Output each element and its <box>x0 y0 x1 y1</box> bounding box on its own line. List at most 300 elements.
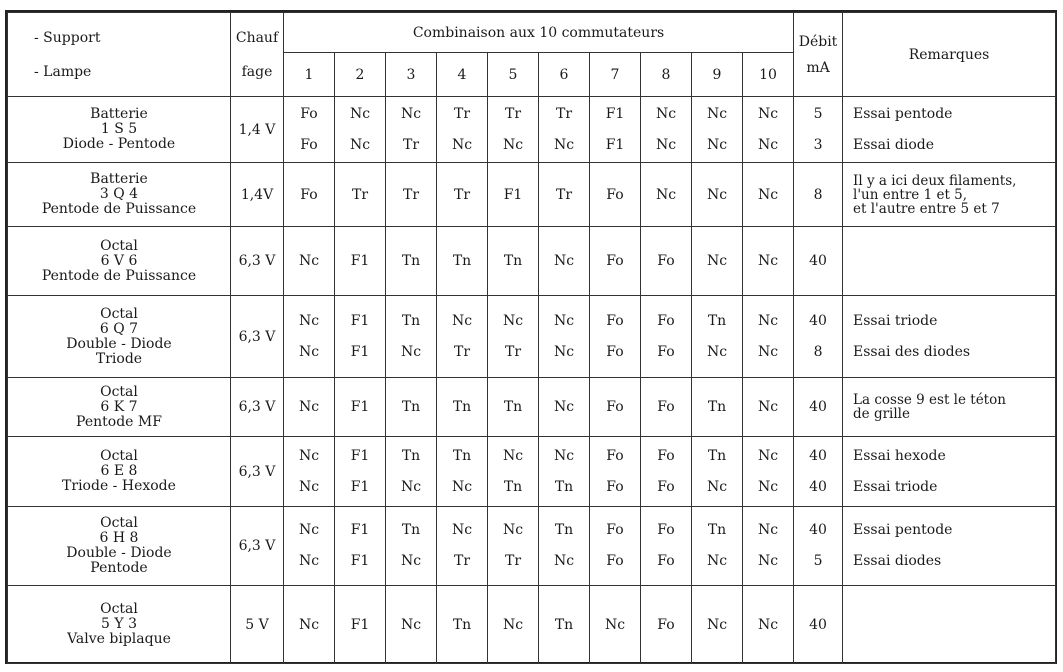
lamp-line: Triode <box>95 350 143 367</box>
switch-cell <box>386 296 437 378</box>
lamp-line: Double - Diode <box>66 545 172 561</box>
switch-cell <box>335 163 386 227</box>
lamp-line: Pentode de Puissance <box>41 267 197 284</box>
switch-value: F1 <box>350 522 370 538</box>
switch-number-header: 9 <box>692 53 743 97</box>
switch-value: Nc <box>298 522 320 538</box>
switch-value: F1 <box>605 105 625 122</box>
switch-value: Nc <box>757 447 779 464</box>
lamp-cell <box>8 227 231 296</box>
lamp-cell <box>8 163 231 227</box>
switch-value: Nc <box>604 616 626 633</box>
switch-value: Nc <box>553 343 575 360</box>
switch-value: Fo <box>300 136 318 153</box>
switch-cell <box>641 378 692 437</box>
remarque-cell <box>843 97 1056 163</box>
lamp-row <box>8 163 1056 227</box>
switch-cell <box>641 296 692 378</box>
switch-value: Fo <box>657 253 675 269</box>
switch-value: Tn <box>401 253 421 269</box>
switch-value: Fo <box>606 312 624 329</box>
switch-value: Fo <box>657 616 675 633</box>
switch-cell <box>284 437 335 507</box>
chauffage-cell: 6,3 V <box>231 378 284 437</box>
debit-value: 5 <box>813 553 823 569</box>
switch-cell <box>539 97 590 163</box>
switch-cell <box>539 163 590 227</box>
switch-value: Fo <box>606 447 624 464</box>
switch-cell <box>590 437 641 507</box>
switch-cell <box>335 296 386 378</box>
switch-cell <box>284 227 335 296</box>
switch-value: Nc <box>553 447 575 464</box>
lamp-line: Pentode de Puissance <box>41 201 197 217</box>
switch-value: Nc <box>655 186 677 203</box>
chauffage-header-line2: fage <box>241 63 273 80</box>
debit-cell <box>794 296 843 378</box>
switch-value: Fo <box>606 553 624 569</box>
switch-value: Tn <box>503 478 523 495</box>
lamp-cell <box>8 586 231 664</box>
switch-value: Nc <box>757 399 779 415</box>
debit-value: 40 <box>809 253 827 269</box>
lamp-line: Octal <box>100 448 138 464</box>
debit-value: 5 <box>813 105 823 122</box>
switch-cell <box>386 97 437 163</box>
chauffage-cell: 1,4 V <box>231 97 284 163</box>
switch-value: Nc <box>757 136 779 153</box>
switch-value: Fo <box>300 186 318 203</box>
lamp-row <box>8 296 1056 378</box>
switch-cell <box>539 227 590 296</box>
lamp-line: Octal <box>100 305 138 322</box>
lamp-line: Octal <box>100 601 138 617</box>
switch-value: Tn <box>707 312 727 329</box>
switch-cell <box>590 507 641 586</box>
remarque-line: l'un entre 1 et 5, <box>853 186 968 203</box>
switch-value: Fo <box>300 105 318 122</box>
switch-value: Fo <box>606 343 624 360</box>
debit-value: 40 <box>809 312 827 329</box>
switch-value: Nc <box>298 343 320 360</box>
debit-cell <box>794 378 843 437</box>
remarque-text: Essai triode <box>853 478 938 495</box>
switch-value: Nc <box>349 136 371 153</box>
switch-cell <box>692 296 743 378</box>
switch-value: Nc <box>553 136 575 153</box>
switch-value: Nc <box>451 312 473 329</box>
switch-value: Fo <box>657 478 675 495</box>
switch-value: F1 <box>350 616 370 633</box>
switch-cell <box>590 378 641 437</box>
lamp-row <box>8 437 1056 507</box>
switch-value: Tn <box>554 616 574 633</box>
switch-value: Nc <box>451 136 473 153</box>
switch-value: Nc <box>757 186 779 203</box>
lamp-line: Octal <box>100 515 138 531</box>
switch-value: Nc <box>298 312 320 329</box>
switch-cell <box>641 97 692 163</box>
switch-cell <box>743 296 794 378</box>
remarque-text: Essai triode <box>853 312 938 329</box>
switch-value: Nc <box>757 312 779 329</box>
lamp-line: 5 Y 3 <box>101 616 137 632</box>
switch-value: Fo <box>606 478 624 495</box>
switch-value: Nc <box>502 312 524 329</box>
switch-value: Tr <box>555 105 573 122</box>
switch-value: Nc <box>553 553 575 569</box>
remarque-text: Essai pentode <box>853 105 953 122</box>
switch-value: Nc <box>400 105 422 122</box>
remarque-line: Il y a ici deux filaments, <box>853 172 1017 189</box>
switch-value: Tr <box>402 186 420 203</box>
switch-number-header: 4 <box>437 53 488 97</box>
switch-value: Tn <box>554 478 574 495</box>
switch-value: Nc <box>298 478 320 495</box>
switch-cell <box>284 296 335 378</box>
switch-value: Fo <box>657 399 675 415</box>
debit-value: 3 <box>813 136 823 153</box>
switch-cell <box>692 378 743 437</box>
remarque-text: Essai pentode <box>853 522 953 538</box>
chauffage-cell: 6,3 V <box>231 437 284 507</box>
switch-cell <box>437 586 488 664</box>
switch-cell <box>743 378 794 437</box>
switch-value: F1 <box>350 399 370 415</box>
switch-value: Tr <box>453 105 471 122</box>
switch-value: F1 <box>350 343 370 360</box>
remarque-cell <box>843 163 1056 227</box>
switch-value: Tn <box>707 522 727 538</box>
switch-cell <box>641 163 692 227</box>
lamp-cell <box>8 378 231 437</box>
switch-cell <box>488 227 539 296</box>
debit-value: 40 <box>809 478 827 495</box>
switch-cell <box>692 97 743 163</box>
lamp-row <box>8 586 1056 664</box>
lamp-line: Pentode <box>90 560 148 576</box>
switch-value: Tn <box>707 447 727 464</box>
switch-value: Nc <box>706 136 728 153</box>
switch-cell <box>539 378 590 437</box>
switch-value: Tn <box>401 312 421 329</box>
remarque-text: Essai diode <box>853 136 935 153</box>
chauffage-cell: 1,4V <box>231 163 284 227</box>
switch-value: Tr <box>453 186 471 203</box>
switch-cell <box>284 378 335 437</box>
debit-value: 40 <box>809 522 827 538</box>
switch-value: Nc <box>349 105 371 122</box>
switch-value: Tr <box>504 343 522 360</box>
debit-value: 40 <box>809 399 827 415</box>
lamp-cell <box>8 507 231 586</box>
switch-cell <box>641 437 692 507</box>
debit-value: 40 <box>809 447 827 464</box>
switch-cell <box>284 97 335 163</box>
switch-cell <box>335 97 386 163</box>
switch-value: Nc <box>757 253 779 269</box>
chauffage-cell: 6,3 V <box>231 507 284 586</box>
switch-number-header: 1 <box>284 53 335 97</box>
switch-value: Nc <box>553 253 575 269</box>
switch-value: Fo <box>657 447 675 464</box>
switch-cell <box>437 296 488 378</box>
switch-number-header: 8 <box>641 53 692 97</box>
switch-cell <box>335 227 386 296</box>
switch-value: Nc <box>502 522 524 538</box>
switch-value: Nc <box>400 553 422 569</box>
switch-value: Tr <box>402 136 420 153</box>
lamp-line: 6 V 6 <box>100 252 138 269</box>
lamp-row <box>8 507 1056 586</box>
switch-cell <box>641 586 692 664</box>
chauffage-cell: 6,3 V <box>231 296 284 378</box>
switch-value: Nc <box>757 616 779 633</box>
remarque-text: Essai diodes <box>853 553 942 569</box>
switch-value: Tn <box>707 399 727 415</box>
switch-value: Nc <box>706 343 728 360</box>
switch-value: Nc <box>298 616 320 633</box>
switch-cell <box>743 507 794 586</box>
lamp-cell <box>8 296 231 378</box>
switch-value: F1 <box>350 553 370 569</box>
lamp-row <box>8 378 1056 437</box>
lamp-line: 6 H 8 <box>99 530 139 546</box>
debit-header-line2: mA <box>806 59 830 76</box>
switch-cell <box>590 227 641 296</box>
switch-cell <box>743 227 794 296</box>
support-header-label: - Support <box>34 29 101 46</box>
remarque-cell <box>843 507 1056 586</box>
switch-value: Nc <box>502 136 524 153</box>
lamp-line: Octal <box>100 237 138 254</box>
switch-value: Nc <box>553 312 575 329</box>
switch-value: Nc <box>298 399 320 415</box>
switch-value: Fo <box>606 186 624 203</box>
switch-cell <box>743 437 794 507</box>
remarque-cell <box>843 437 1056 507</box>
remarque-cell <box>843 296 1056 378</box>
switch-cell <box>386 437 437 507</box>
switch-cell <box>284 163 335 227</box>
switch-number-header: 3 <box>386 53 437 97</box>
switch-cell <box>743 163 794 227</box>
remarque-line: La cosse 9 est le téton <box>853 392 1006 408</box>
switch-value: Tn <box>401 399 421 415</box>
switch-cell <box>335 378 386 437</box>
remarque-line: de grille <box>853 406 910 422</box>
switch-cell <box>386 163 437 227</box>
tube-test-table <box>7 12 1056 664</box>
switch-cell <box>488 586 539 664</box>
debit-header <box>794 13 843 97</box>
switch-value: Nc <box>706 253 728 269</box>
switch-value: Nc <box>757 343 779 360</box>
debit-cell <box>794 97 843 163</box>
switch-cell <box>641 227 692 296</box>
switch-value: Fo <box>657 522 675 538</box>
switch-value: F1 <box>503 186 523 203</box>
debit-cell <box>794 437 843 507</box>
switch-number-header: 10 <box>743 53 794 97</box>
lamp-line: Octal <box>100 383 138 400</box>
lamp-line: Batterie <box>90 171 148 187</box>
switch-cell <box>386 507 437 586</box>
switch-cell <box>539 437 590 507</box>
switch-value: Tn <box>401 447 421 464</box>
lamp-line: Valve biplaque <box>67 631 171 647</box>
switch-value: Nc <box>706 105 728 122</box>
remarque-text: Essai hexode <box>853 447 946 464</box>
switch-value: Nc <box>502 447 524 464</box>
switch-value: Fo <box>657 553 675 569</box>
switch-value: Tn <box>401 522 421 538</box>
switch-cell <box>590 97 641 163</box>
switch-value: Fo <box>657 343 675 360</box>
switch-cell <box>590 296 641 378</box>
switch-value: Nc <box>298 447 320 464</box>
switch-value: F1 <box>605 136 625 153</box>
lamp-line: 6 E 8 <box>100 463 138 479</box>
switch-cell <box>539 296 590 378</box>
switch-value: Tr <box>504 553 522 569</box>
debit-value: 8 <box>813 186 823 203</box>
switch-value: F1 <box>350 478 370 495</box>
lamp-line: Double - Diode <box>66 335 172 352</box>
switch-cell <box>590 586 641 664</box>
debit-header-line1: Débit <box>798 33 838 50</box>
switch-value: F1 <box>350 253 370 269</box>
chauffage-header <box>231 13 284 97</box>
switch-cell <box>488 296 539 378</box>
switch-value: Nc <box>502 616 524 633</box>
switch-cell <box>488 437 539 507</box>
switch-cell <box>539 507 590 586</box>
switch-value: F1 <box>350 447 370 464</box>
switch-cell <box>539 586 590 664</box>
switch-cell <box>335 586 386 664</box>
lampe-header-label: - Lampe <box>34 63 92 80</box>
switch-cell <box>386 586 437 664</box>
switch-value: Nc <box>706 616 728 633</box>
switch-value: Nc <box>706 186 728 203</box>
debit-value: 8 <box>813 343 823 360</box>
lamp-cell <box>8 437 231 507</box>
lamp-line: 3 Q 4 <box>99 186 139 202</box>
debit-cell <box>794 507 843 586</box>
switch-cell <box>692 507 743 586</box>
switch-cell <box>692 227 743 296</box>
switch-number-header: 5 <box>488 53 539 97</box>
debit-cell <box>794 586 843 664</box>
lamp-line: Pentode MF <box>76 413 162 430</box>
switch-value: Nc <box>553 399 575 415</box>
switch-value: Nc <box>400 478 422 495</box>
switch-value: Nc <box>451 522 473 538</box>
switch-number-header: 2 <box>335 53 386 97</box>
switch-value: Tr <box>453 343 471 360</box>
switch-value: Nc <box>451 478 473 495</box>
switch-value: Fo <box>606 522 624 538</box>
remarque-line: et l'autre entre 5 et 7 <box>853 200 1000 217</box>
switch-value: Fo <box>657 312 675 329</box>
switch-number-header: 6 <box>539 53 590 97</box>
switch-cell <box>590 163 641 227</box>
debit-cell <box>794 163 843 227</box>
switch-cell <box>437 437 488 507</box>
lamp-line: Triode - Hexode <box>62 478 176 494</box>
chauffage-cell: 6,3 V <box>231 227 284 296</box>
switch-value: Nc <box>757 478 779 495</box>
switch-cell <box>437 227 488 296</box>
switch-value: Tn <box>452 253 472 269</box>
switch-cell <box>488 378 539 437</box>
switch-value: F1 <box>350 312 370 329</box>
switch-cell <box>488 507 539 586</box>
switch-value: Tn <box>554 522 574 538</box>
switch-value: Nc <box>757 522 779 538</box>
switch-cell <box>386 227 437 296</box>
lamp-line: 1 S 5 <box>100 121 138 137</box>
switch-cell <box>743 586 794 664</box>
switch-value: Nc <box>706 553 728 569</box>
remarque-cell <box>843 378 1056 437</box>
switch-value: Tr <box>555 186 573 203</box>
combinaison-header: Combinaison aux 10 commutateurs <box>284 13 794 53</box>
switch-value: Tr <box>504 105 522 122</box>
chauffage-cell: 5 V <box>231 586 284 664</box>
switch-value: Nc <box>655 105 677 122</box>
switch-cell <box>743 97 794 163</box>
switch-cell <box>437 507 488 586</box>
switch-value: Nc <box>706 478 728 495</box>
remarques-header: Remarques <box>843 13 1056 97</box>
lamp-line: 6 K 7 <box>100 398 138 415</box>
lamp-cell <box>8 97 231 163</box>
switch-cell <box>488 97 539 163</box>
switch-value: Tr <box>351 186 369 203</box>
switch-value: Nc <box>400 343 422 360</box>
switch-cell <box>284 507 335 586</box>
switch-cell <box>692 586 743 664</box>
chauffage-header-line1: Chauf <box>235 29 279 46</box>
switch-value: Tr <box>453 553 471 569</box>
switch-value: Nc <box>298 253 320 269</box>
debit-value: 40 <box>809 616 827 633</box>
switch-value: Fo <box>606 399 624 415</box>
lamp-line: Diode - Pentode <box>62 136 176 152</box>
switch-cell <box>692 437 743 507</box>
switch-cell <box>335 507 386 586</box>
switch-cell <box>437 378 488 437</box>
debit-cell <box>794 227 843 296</box>
remarque-cell <box>843 586 1056 664</box>
lamp-line: Batterie <box>90 106 148 122</box>
switch-value: Tn <box>452 447 472 464</box>
lamp-row <box>8 97 1056 163</box>
switch-value: Nc <box>400 616 422 633</box>
switch-value: Tn <box>452 399 472 415</box>
switch-cell <box>437 163 488 227</box>
switch-cell <box>437 97 488 163</box>
switch-value: Tn <box>503 399 523 415</box>
switch-cell <box>641 507 692 586</box>
switch-cell <box>488 163 539 227</box>
remarque-text: Essai des diodes <box>853 343 971 360</box>
switch-cell <box>692 163 743 227</box>
support-lampe-header <box>8 13 231 97</box>
lamp-line: 6 Q 7 <box>99 320 139 337</box>
